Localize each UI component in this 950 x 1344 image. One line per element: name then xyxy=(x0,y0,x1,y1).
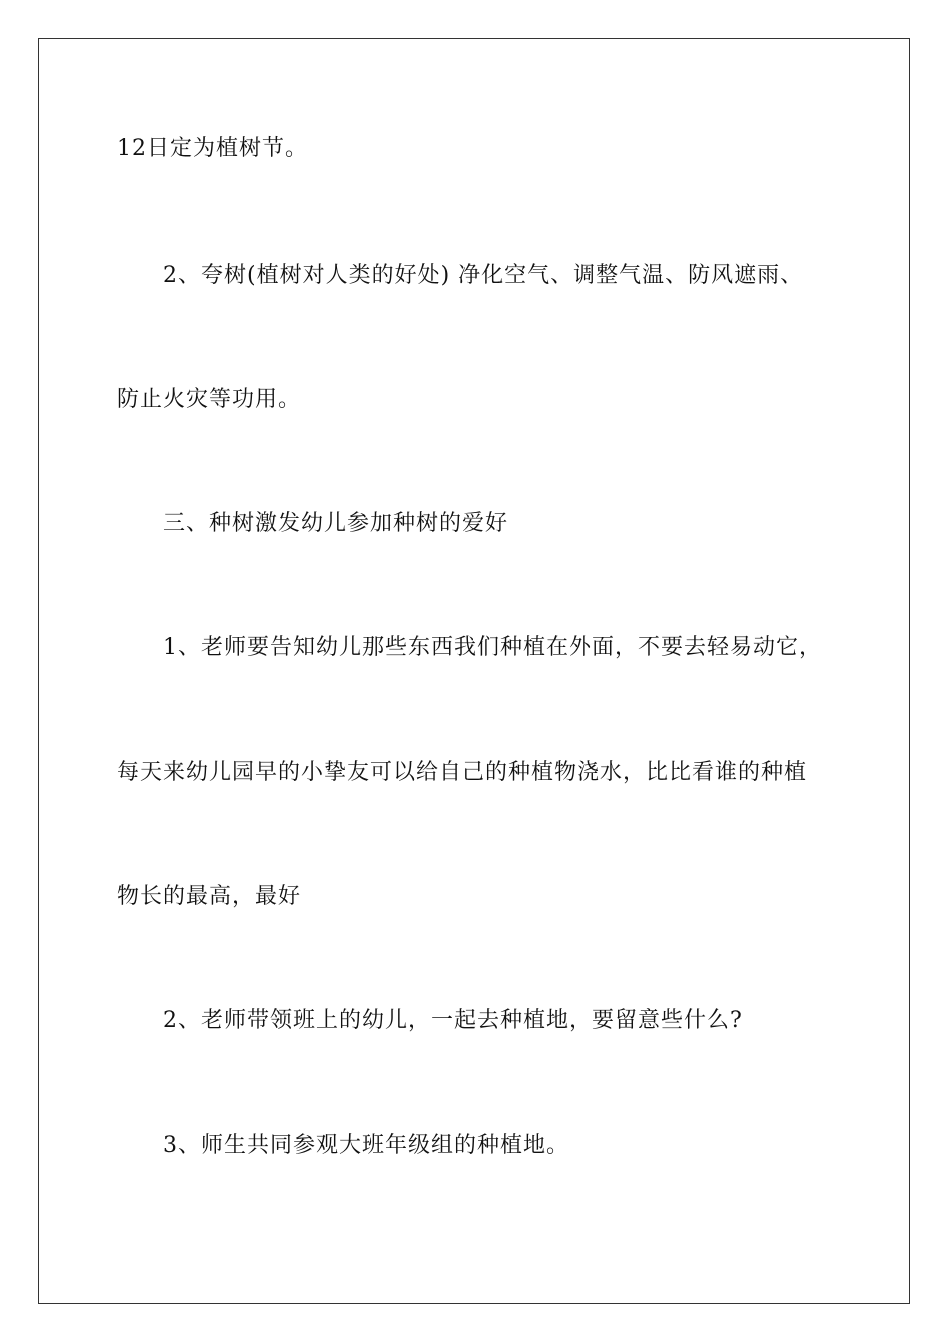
text-line-5: 1、老师要告知幼儿那些东西我们种植在外面，不要去轻易动它， xyxy=(163,635,822,660)
text-line-7: 物长的最高，最好 xyxy=(117,884,302,909)
text-line-9: 3、师生共同参观大班年级组的种植地。 xyxy=(163,1133,569,1158)
text-line-4: 三、种树激发幼儿参加种树的爱好 xyxy=(163,511,509,536)
text-line-6: 每天来幼儿园早的小挚友可以给自己的种植物浇水，比比看谁的种植 xyxy=(117,760,808,785)
text-line-2: 2、夸树(植树对人类的好处) 净化空气、调整气温、防风遮雨、 xyxy=(163,263,804,288)
text-line-8: 2、老师带领班上的幼儿，一起去种植地，要留意些什么? xyxy=(163,1008,743,1033)
text-line-1: 12日定为植树节。 xyxy=(117,136,308,161)
page-border xyxy=(38,38,910,1304)
text-line-3: 防止火灾等功用。 xyxy=(117,387,302,412)
